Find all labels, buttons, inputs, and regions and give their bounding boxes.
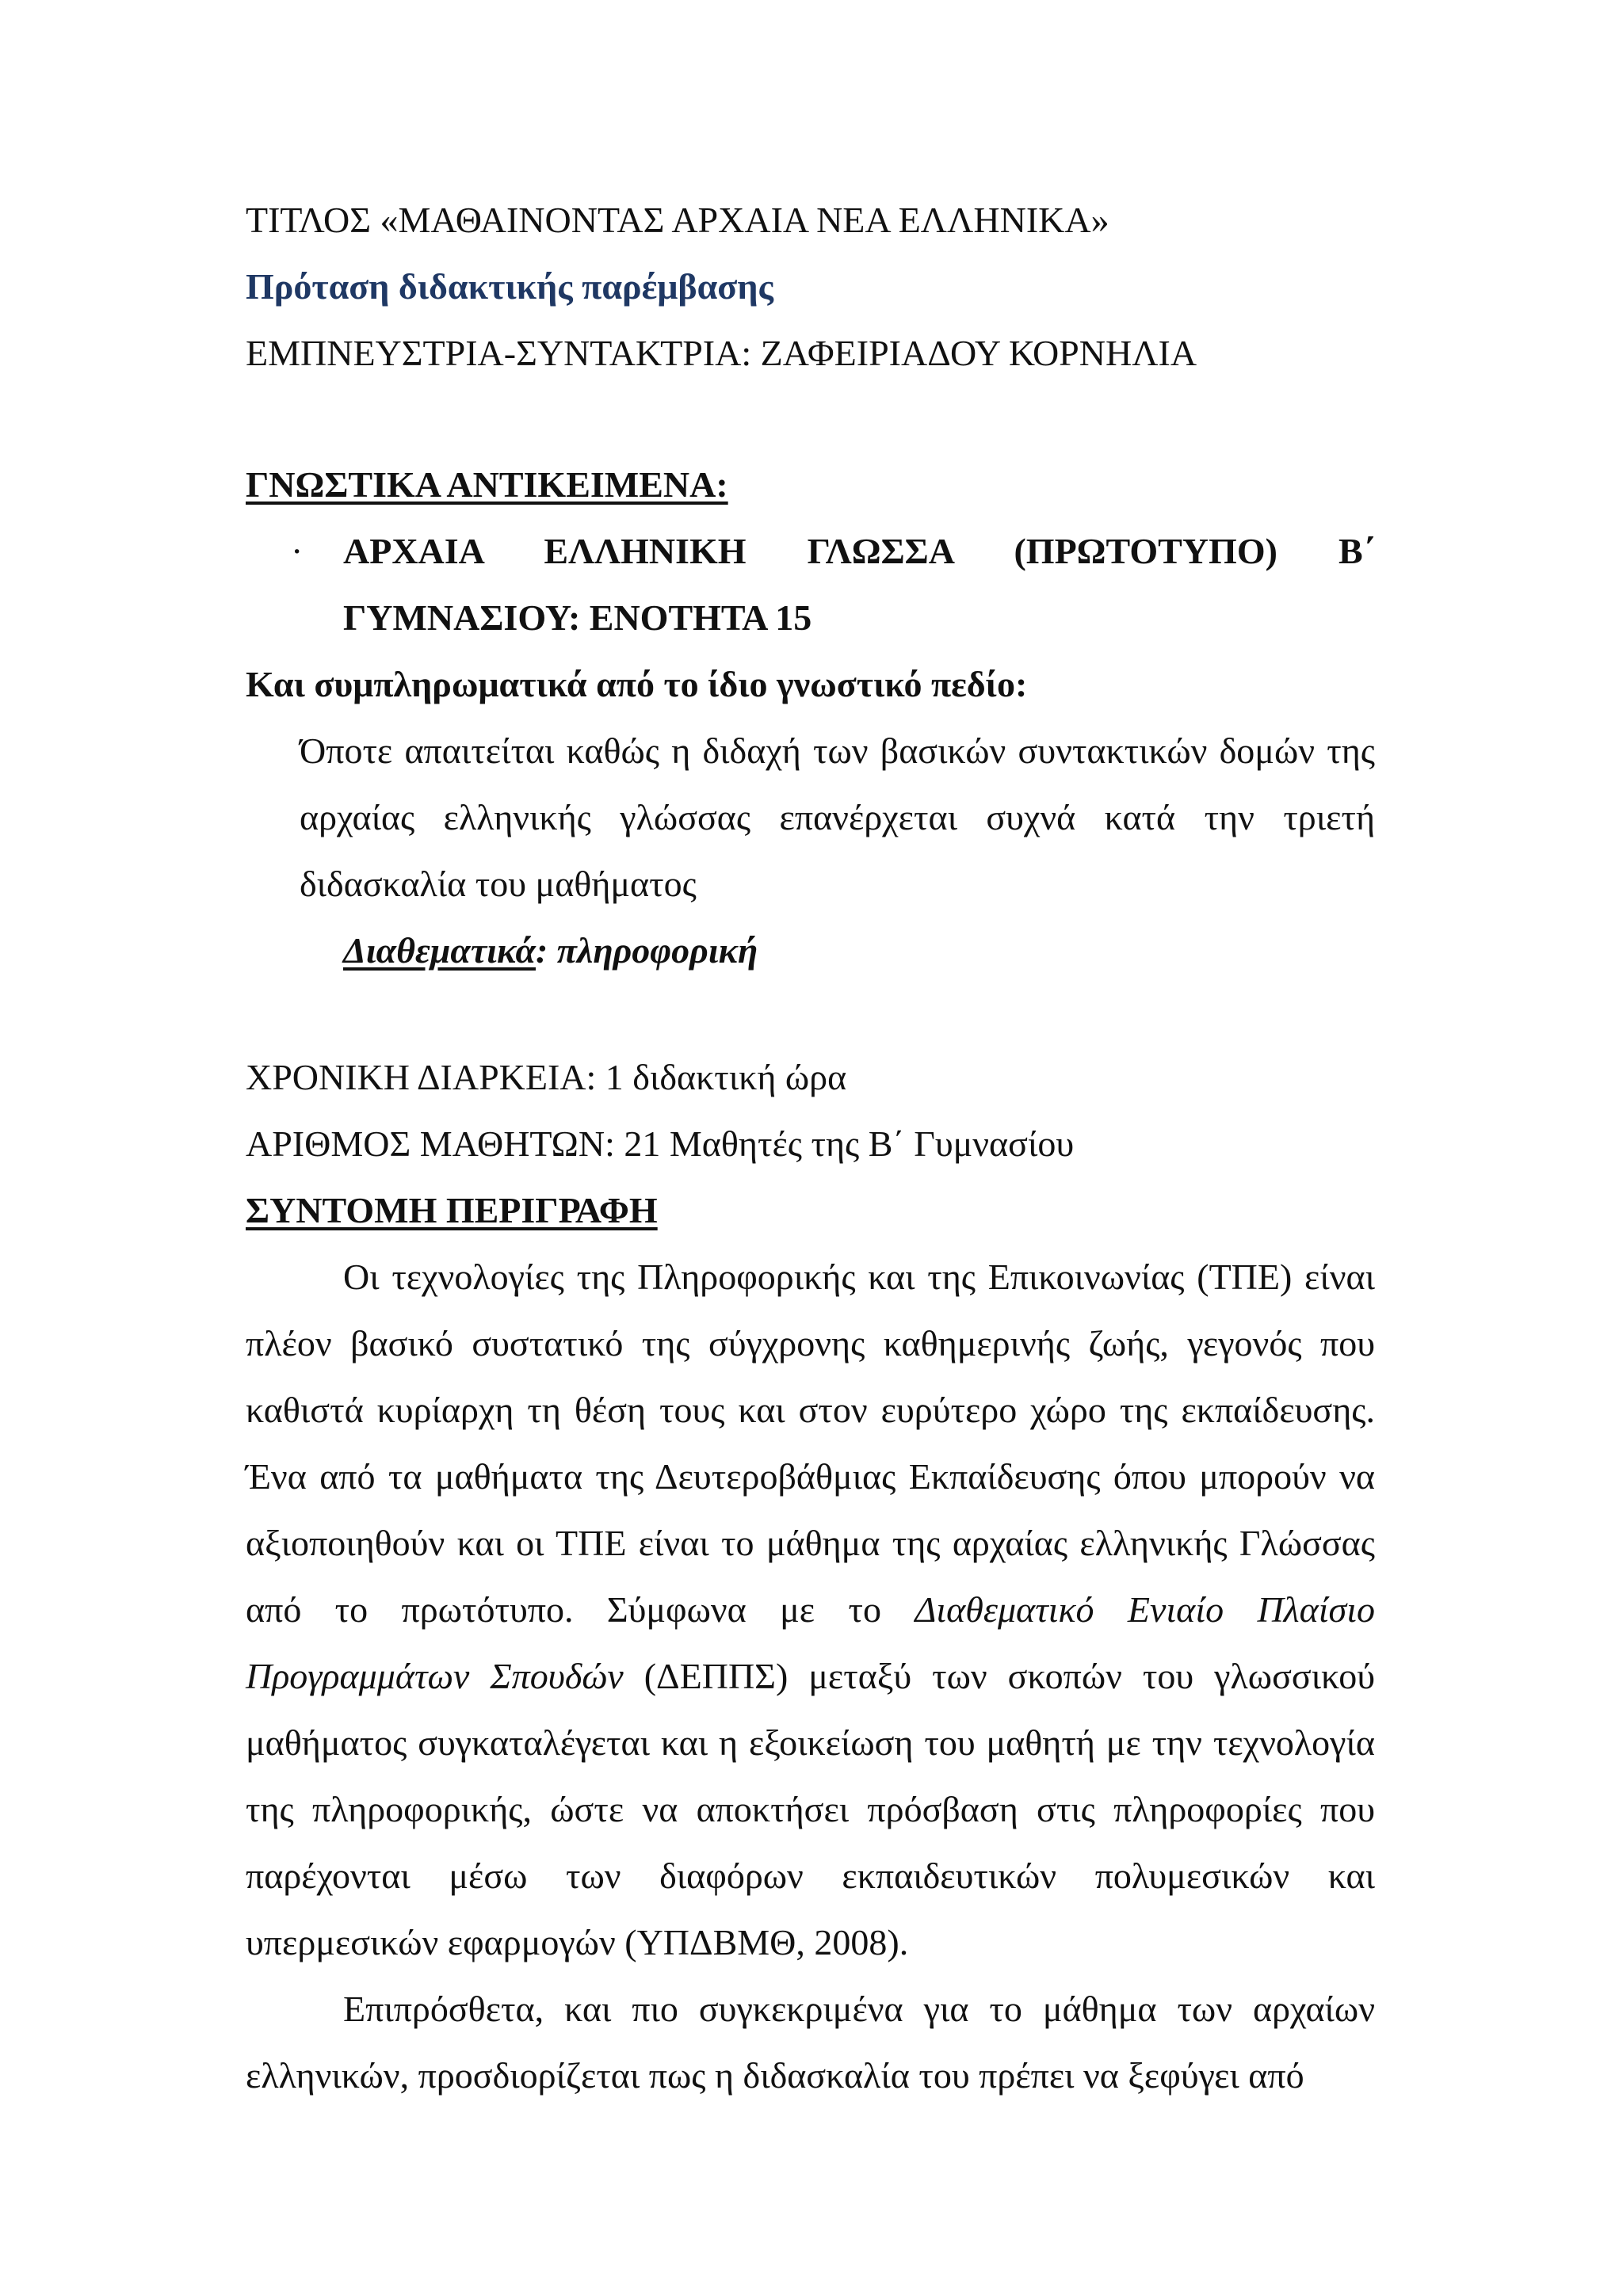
interdisciplinary-value: : πληροφορική bbox=[535, 930, 758, 971]
subtitle: Πρόταση διδακτικής παρέμβασης bbox=[246, 266, 773, 307]
bullet-marker: · bbox=[291, 531, 304, 571]
objective-line-2: ΓΥΜΝΑΣΙΟΥ: ΕΝΟΤΗΤΑ 15 bbox=[343, 597, 812, 638]
author-line: ΕΜΠΝΕΥΣΤΡΙΑ-ΣΥΝΤΑΚΤΡΙΑ: ΖΑΦΕΙΡΙΑΔΟΥ ΚΟΡΝΗΛΙΑ bbox=[246, 333, 1197, 373]
paragraph-1-part-a: Οι τεχνολογίες της Πληροφορικής και της Επικοινωνίας (ΤΠΕ) είναι πλέον βασικό συστατικό της σύγχρονης καθημερινής ζωής, γεγονός που καθιστά κυρίαρχη τη θέση τους και στον ευρύτερο χώρο της εκπαίδευσης. Ένα από τα μαθήματα της Δευτεροβάθμιας Εκπαίδευσης όπου μπορούν να αξιοποιηθούν και οι ΤΠΕ είναι το μάθημα της αρχαίας ελληνικής Γλώσσας από το πρωτότυπο. Σύμφωνα με το bbox=[246, 1257, 1375, 1630]
interdisciplinary-line bbox=[343, 917, 758, 984]
interdisciplinary-label: Διαθεματικά bbox=[343, 930, 536, 971]
paragraph-2: Επιπρόσθετα, και πιο συγκεκριμένα για το μάθημα των αρχαίων ελληνικών, προσδιορίζεται πως η διδασκαλία του πρέπει να ξεφύγει από bbox=[246, 1989, 1375, 2096]
paragraph-1-italic: Διαθεματικό Ενιαίο Πλαίσιο Προγραμμάτων Σπουδών bbox=[246, 1589, 1375, 1696]
summary-heading: ΣΥΝΤΟΜΗ ΠΕΡΙΓΡΑΦΗ bbox=[246, 1190, 658, 1230]
title-line: ΤΙΤΛΟΣ «ΜΑΘΑΙΝΟΝΤΑΣ ΑΡΧΑΙΑ ΝΕΑ ΕΛΛΗΝΙΚΑ» bbox=[246, 200, 1109, 240]
objectives-heading: ΓΝΩΣΤΙΚΑ ΑΝΤΙΚΕΙΜΕΝΑ: bbox=[246, 464, 728, 505]
paragraph-1-part-b: (ΔΕΠΠΣ) μεταξύ των σκοπών του γλωσσικού μαθήματος συγκαταλέγεται και η εξοικείωση του μαθητή με την τεχνολογία της πληροφορικής, ώστε να αποκτήσει πρόσβαση στις πληροφορίες που παρέχονται μέσω των διαφόρων εκπαιδευτικών πολυμεσικών και υπερμεσικών εφαρμογών (ΥΠΔΒΜΘ, 2008). bbox=[246, 1656, 1375, 1962]
supplementary-heading: Και συμπληρωματικά από το ίδιο γνωστικό πεδίο: bbox=[246, 664, 1028, 704]
duration-line: ΧΡΟΝΙΚΗ ΔΙΑΡΚΕΙΑ: 1 διδακτική ώρα bbox=[246, 1057, 847, 1097]
paragraph-1 bbox=[246, 1244, 1375, 1976]
objective-line-1: ΑΡΧΑΙΑ ΕΛΛΗΝΙΚΗ ΓΛΩΣΣΑ (ΠΡΩΤΟΤΥΠΟ) Β΄ bbox=[343, 531, 1375, 571]
supplementary-text: Όποτε απαιτείται καθώς η διδαχή των βασικών συντακτικών δομών της αρχαίας ελληνικής γλώσσας επανέρχεται συχνά κατά την τριετή διδασκαλία του μαθήματος bbox=[300, 730, 1375, 904]
students-line: ΑΡΙΘΜΟΣ ΜΑΘΗΤΩΝ: 21 Μαθητές της Β΄ Γυμνασίου bbox=[246, 1123, 1075, 1164]
